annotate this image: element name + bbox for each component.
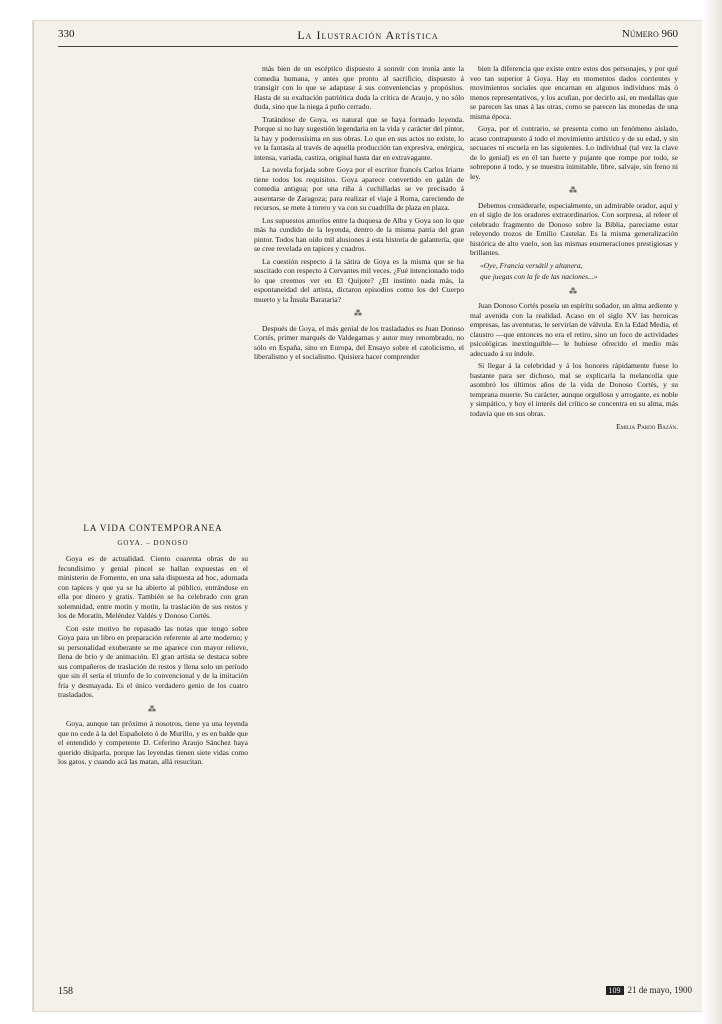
section-divider: ⁂	[354, 309, 364, 318]
paragraph: Goya es de actualidad. Ciento cuarenta obras de su fecundísimo y genial pincel se hallan expuestas en el ministerio de Fomento, en una sala dispuesta ad hoc, adornada con tapices y que ya se ha abierto al público, entrándose en ella por dinero y gratis. También se ha celebrado con gran solemnidad, entre motín y motín, la traslación de sus restos y los de Moratín, Meléndez Valdés y Donoso Cortés.	[58, 554, 248, 620]
footer-date: 21 de mayo, 1900	[627, 985, 692, 995]
paragraph: Los supuestos amoríos entre la duquesa de Alba y Goya son lo que más ha cundido de la leyenda, dentro de la misma patria del gran pintor. Todos han oído mil alusiones á esta historia de galantería, que se cree revelada en tapices y cuadros.	[254, 215, 464, 253]
header-rule	[58, 46, 678, 47]
paragraph: La novela forjada sobre Goya por el escritor francés Carlos Iriarte tiene todos los requisitos. Goya aparece convertido en galán de comedia antigua; por una riña á cuchilladas se ve precisado á ausentarse de Zaragoza; para realizar el viaje á Roma, careciendo de recursos, se mete á torero y va con su cuadrilla de plaza en plaza.	[254, 165, 464, 212]
column-1	[58, 524, 248, 770]
paragraph: Con este motivo he repasado las notas que tengo sobre Goya para un libro en preparación referente al arte moderno; y su personalidad exuberante se me aparece con mayor relieve, llena de brío y de animación. El gran artista se destaca sobre sus compañeros de traslación de restos y llena solo un período que sin él sería el triunfo de lo convencional y de la imitación fría y desmayada. Es el único verdadero genio de los cuatro trasladados.	[58, 623, 248, 699]
section-divider: ⁂	[569, 286, 579, 296]
section-divider: ⁂	[569, 186, 579, 195]
verse-line: que juegas con la fe de las naciones...»	[480, 272, 598, 281]
section-title: LA VIDA CONTEMPORÁNEA	[83, 524, 223, 533]
footer-date-block	[606, 985, 693, 995]
footer-page-number: 158	[58, 986, 73, 997]
header-page-number: 330	[58, 28, 75, 40]
paragraph: Goya, aunque tan próximo á nosotros, tiene ya una leyenda que no cede á la del Españoleto ó de Murillo, y es en balde que el entendido y competente D. Ceferino Araujo Sánchez haya querido disiparla, porque las leyendas tienen siete vidas como los gatos, y cuando acá las matan, allá resucitan.	[58, 719, 248, 766]
paragraph: Tratándose de Goya, es natural que se haya formado leyenda. Porque si no hay sugestión legendaria en la vida y carácter del pintor, la hay y poderosísima en sus obras. Lo que en sus actos no existe, lo ve la fantasía al través de aquella producción tan expresiva, enérgica, intensa, variada, castiza, original hasta dar en extravagante.	[254, 114, 464, 162]
paragraph: Después de Goya, el más genial de los trasladados es Juan Donoso Cortés, primer marqués de Valdegamas y autor muy renombrado, no sólo en España, sino en Europa, del Ensayo sobre el catolicismo, el liberalismo y el socialismo. Quisiera hacer comprender	[254, 323, 464, 361]
issue-number: Número 960	[621, 28, 678, 40]
publication-title: La Ilustración Artística	[297, 28, 439, 42]
paragraph: Juan Donoso Cortés poseía un espíritu soñador, un alma ardiente y mal avenida con la realidad. Acaso en el siglo XV las heroicas empresas, las aventuras, le servirían de válvula. En la Edad Media, el claustro —que entonces no era el retiro, sino un foco de actividades psicológicas inextinguible— le hubiese ofrecido el medio más adecuado á su índole.	[470, 301, 678, 358]
paragraph: La cuestión respecto á la sátira de Goya es la misma que se ha suscitado con respecto á Cervantes mil veces. ¿Fué intencionado todo lo que creemos ver en El Quijote? ¿El instinto nada más, la espontaneidad del artista, dictaron episodios como los del Cuerpo muerto y la Ínsula Barataria?	[254, 256, 464, 304]
column-3	[470, 64, 678, 964]
paragraph: Goya, por el contrario, se presenta como un fenómeno aislado, acaso contrapuesto á todo el movimiento artístico y de su edad, y sin secuaces ni escuela en las siguientes. Lo individual (tal vez la clave de lo genial) es en él tan fuerte y pujante que rompe por todo, se sobrepone á todo, y se muestra inimitable, libre, salvaje, sin freno ni ley.	[470, 124, 678, 181]
author-signature: Emilia Pardo Bazán.	[616, 422, 678, 431]
paragraph: Si llegar á la celebridad y á los honores rápidamente fuese lo bastante para ser dichoso, mal se explicaría la melancolía que asombró los últimos años de la vida de Donoso Cortés, y su temprana muerte. Su carácter, aunque orgulloso y arrogante, es noble y simpático, y hoy el interés del crítico se concentra en su alma, más todavía que en sus obras.	[470, 361, 678, 418]
paragraph: más bien de un escéptico dispuesto á sonreír con ironía ante la comedia humana, y antes que pronto al sacrificio, dispuesto á transigir con lo que se adaptase á sus conveniencias y propósitos. Hasta de su exaltación patriótica duda la crítica de Araujo, y no sólo duda, sino que la niega á puño cerrado.	[254, 64, 464, 111]
paragraph: bien la diferencia que existe entre estos dos personajes, y por qué veo tan superior á Goya. Hay en momentos dados corrientes y movimientos sociales que encarnan en algunos individuos más ó menos representativos, y los acuñan, por decirlo así, en medallas que se parecen las unas á las otras, como se parecen las monedas de una misma época.	[470, 64, 678, 121]
paragraph: Debemos considerarle, especialmente, un admirable orador, aquí y en el siglo de los oradores extraordinarios. Con sorpresa, al releer el celebrado fragmento de Donoso sobre la Biblia, pareciame estar releyendo trozos de Emilio Castelar. Es la misma generalización histórica de alto vuelo, son las mismas enumeraciones prestigiosas y brillantes.	[470, 200, 678, 257]
section-subtitle: GOYA. – DONOSO	[117, 538, 189, 547]
page-edge-shadow	[702, 0, 722, 1024]
column-2	[254, 64, 464, 964]
verse-line: «Oye, Francia versátil y altanera,	[480, 260, 583, 270]
section-divider: ⁂	[148, 704, 158, 714]
running-header	[58, 28, 678, 48]
footer-badge: 109	[606, 986, 624, 995]
